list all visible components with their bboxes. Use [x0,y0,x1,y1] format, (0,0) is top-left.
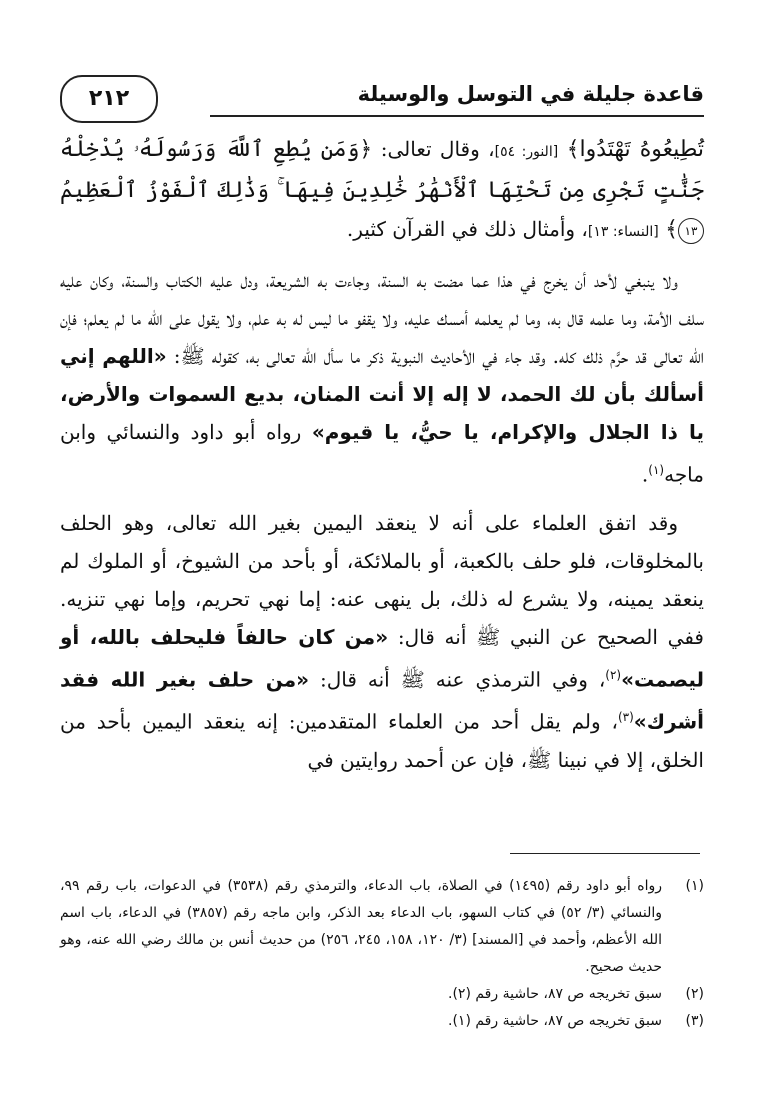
footnote-mark-2[interactable]: (٢) [605,667,622,682]
footnote-text: سبق تخريجه ص ٨٧، حاشية رقم (١). [448,1013,662,1029]
running-title: قاعدة جليلة في التوسل والوسيلة [357,82,704,106]
paragraph-oaths [60,504,704,779]
footnote-number: (٣) [685,1013,704,1029]
header-rule [210,115,704,117]
verse-number-mark: ١٣ [678,218,704,244]
footnote-text: سبق تخريجه ص ٨٧، حاشية رقم (٢). [448,986,662,1002]
text: ، ولم يقل أحد من العلماء المتقدمين: إنه ينعقد اليمين بأحد من الخلق، إلا في نبينا ﷺ، فإن عن أحمد روايتين في [60,709,704,772]
footnote-mark-3[interactable]: (٣) [617,710,634,725]
text: ولا ينبغي لأحد أن يخرج في هذا عما مضت به السنة، وجاءت به الشريعة، ودل عليه الكتاب والسنة، وكان عليه سلف الأمة، وما علمه قال به، وما لم يعلمه أمسك عليه، ولا يقفو ما ليس له به علم، ولا يقول على الله ما لم يعلم؛ فإن الله تعالى قد حرَّم ذلك كله. وقد جاء في الأحاديث النبوية ذكر ما سأل الله تعالى به، كقوله ﷺ: [60,268,704,368]
quran-close-bracket: ﴾ [665,217,678,242]
footnote-number: (٢) [685,986,704,1002]
text: . [641,462,649,487]
text: رواه أبو داود والنسائي وابن ماجه [60,420,704,487]
footnote-mark-1[interactable]: (١) [648,463,665,477]
quran-verse-2: ﴿وَمَن يُطِعِ ٱللَّهَ وَرَسُولَهُۥ يُدْخِلْهُ جَنَّٰتٍ تَجْرِى مِن تَحْتِهَا ٱلْأَنْهَٰرُ خَٰلِدِينَ فِيهَا ۚ وَذَٰلِكَ ٱلْفَوْزُ ٱلْعَظِيمُ [60,137,704,203]
hadith-quote-1: «من كان حالفاً فليحلف بالله، أو ليصمت» [60,624,704,692]
footnote-3 [60,1008,704,1035]
running-header [60,75,704,125]
paragraph-quran-verses [60,130,704,251]
main-text [60,130,704,779]
text: ، وقال تعالى: [372,137,495,161]
text: ، وفي الترمذي عنه ﷺ أنه قال: [309,667,606,692]
footnote-separator [510,853,700,854]
text: ، وأمثال ذلك في القرآن كثير. [346,217,588,241]
footnote-text: رواه أبو داود رقم (١٤٩٥) في الصلاة، باب الدعاء، والترمذي رقم (٣٥٣٨) في الدعوات، باب رقم ٩٩، والنسائي (٣/ ٥٢) في كتاب السهو، باب الدعاء بعد الذكر، وابن ماجه رقم (٣٨٥٧) في الدعاء، باب اسم الله الأعظم، وأحمد في [المسند] (٣/ ١٢٠، ١٥٨، ٢٤٥، ٢٥٦) من حديث أنس بن مالك رضي الله عنه، وهو حديث صحيح. [60,878,663,975]
footnote-1 [60,873,704,981]
paragraph-sunnah [60,261,704,494]
verse-reference-1: [النور: ٥٤] [494,144,559,160]
quran-verse-1: تُطِيعُوهُ تَهْتَدُوا﴾ [566,137,705,162]
text: وقد اتفق العلماء على أنه لا ينعقد اليمين بغير الله تعالى، وهو الحلف بالمخلوقات، فلو حلف بالكعبة، أو بالملائكة، أو بأحد من الشيوخ، أو الملوك لم ينعقد يمينه، ولا يشرع له ذلك، بل ينهى عنه: إما نهي تحريم، وإما نهي تنزيه. ففي الصحيح عن النبي ﷺ أنه قال: [60,510,704,649]
footnotes [60,873,704,1035]
footnote-2 [60,981,704,1008]
verse-reference-2: [النساء: ١٣] [587,224,659,240]
page-number: ٢١٢ [60,75,158,123]
hadith-quote-2: «من حلف بغير الله فقد أشرك» [60,667,704,734]
hadith-quote: «اللهم إني أسألك بأن لك الحمد، لا إله إلا أنت المنان، بديع السموات والأرض، يا ذا الجلال والإكرام، يا حيُّ، يا قيوم» [60,344,704,444]
footnote-number: (١) [685,878,704,894]
